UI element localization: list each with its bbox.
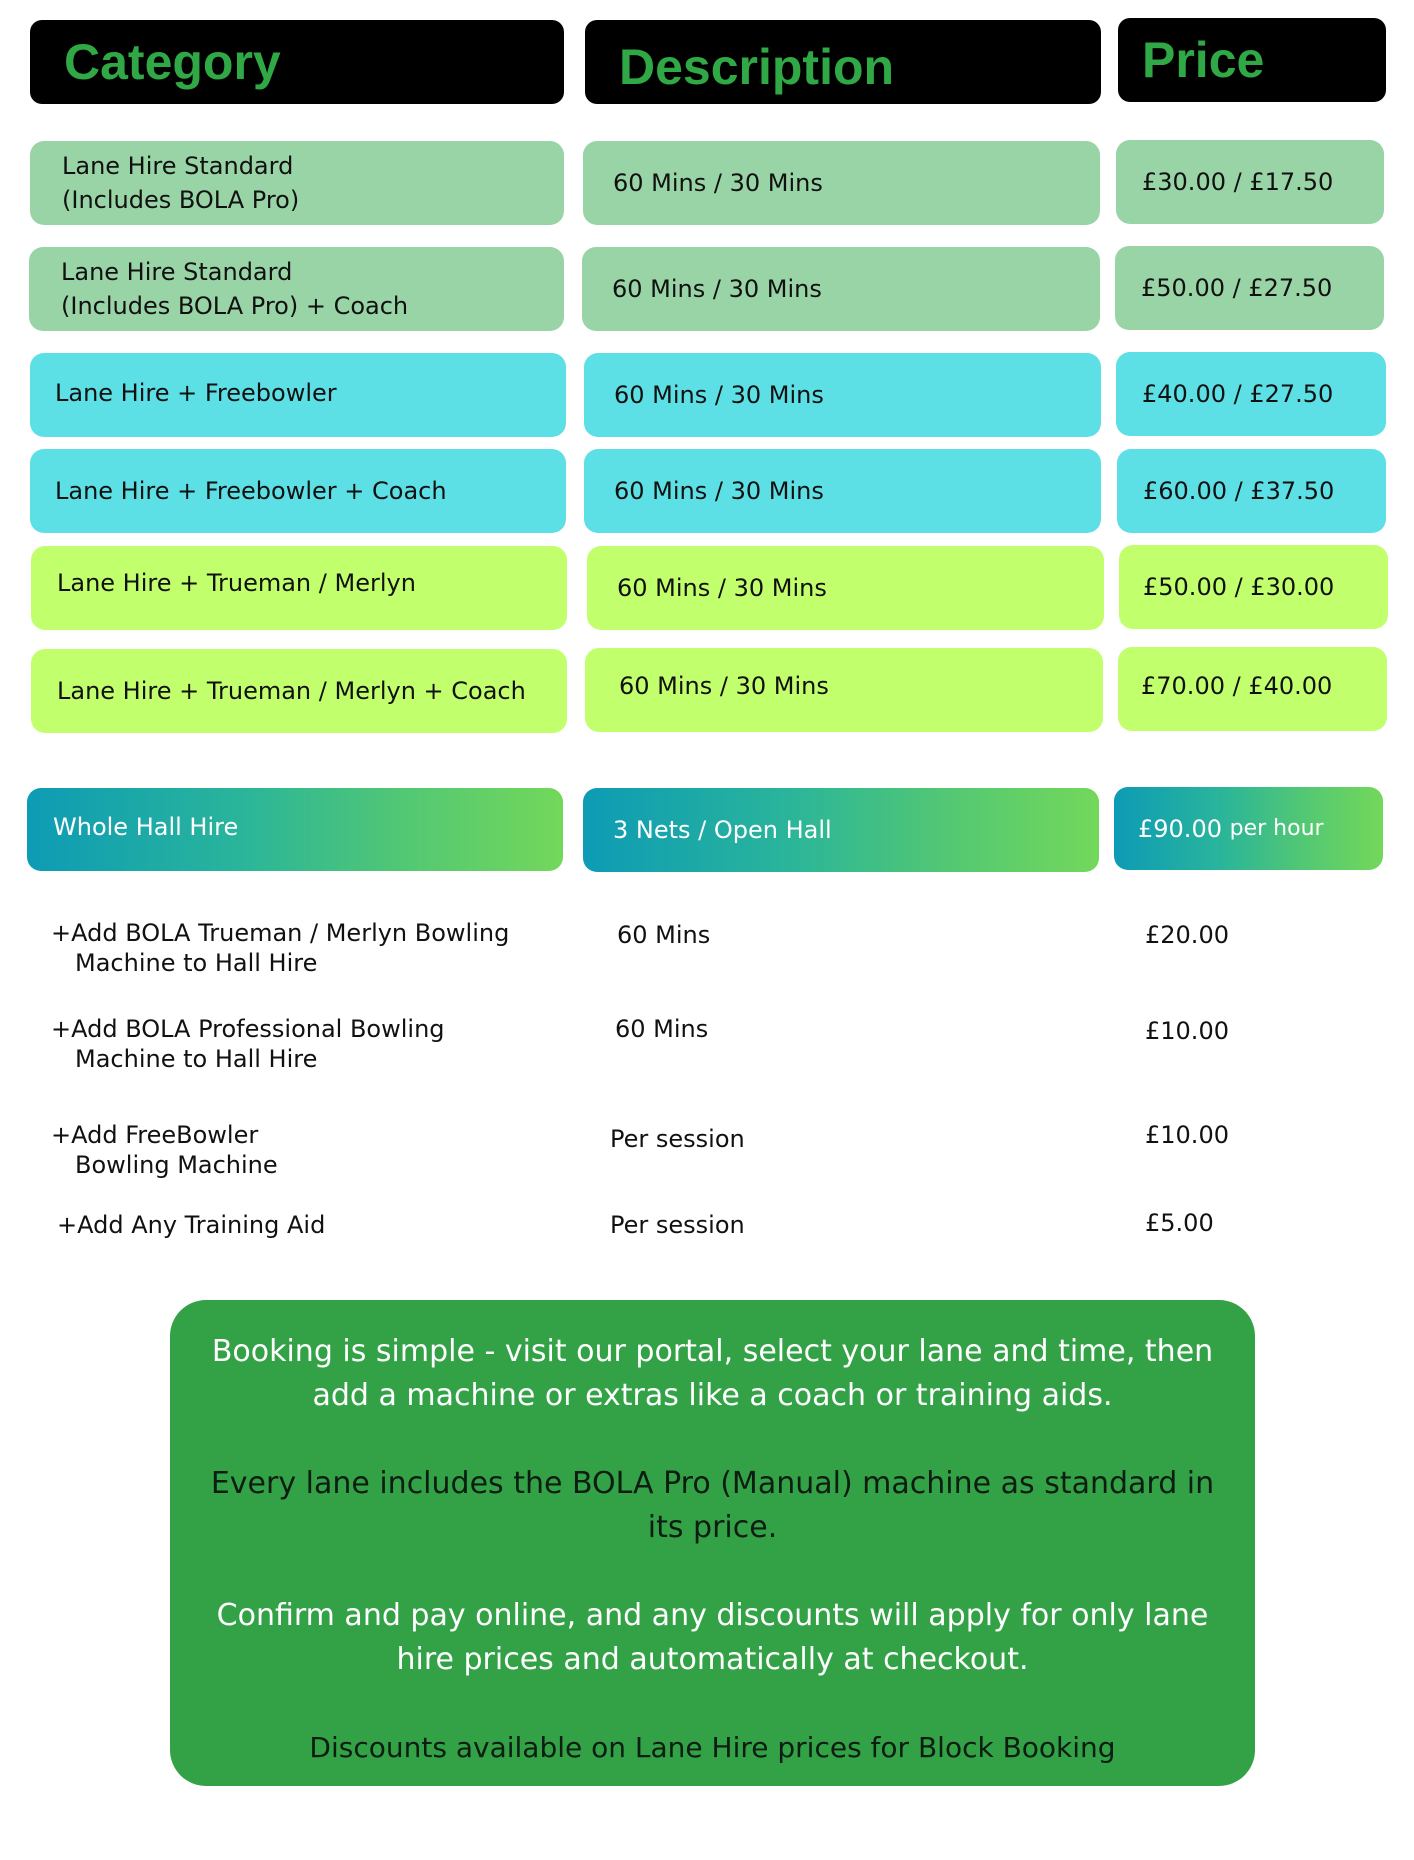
lane-row-6-price-text: £70.00 / £40.00 xyxy=(1141,672,1333,700)
lane-row-5-price xyxy=(1119,545,1388,629)
header-description-label: Description xyxy=(619,39,895,95)
header-price-label: Price xyxy=(1142,32,1265,88)
addon-4-line1: +Add Any Training Aid xyxy=(57,1211,326,1239)
lane-row-4-price-text: £60.00 / £37.50 xyxy=(1143,477,1335,505)
hall-price-amount: £90.00 xyxy=(1138,814,1222,843)
lane-row-2-category-line2: (Includes BOLA Pro) + Coach xyxy=(61,292,409,320)
booking-info-p4: Discounts available on Lane Hire prices for Block Booking xyxy=(309,1731,1116,1764)
lane-row-5-description xyxy=(587,546,1104,630)
hall-category-text: Whole Hall Hire xyxy=(53,812,239,841)
header-category xyxy=(30,20,564,104)
lane-row-3-description-text: 60 Mins / 30 Mins xyxy=(614,381,824,409)
lane-row-2-description-text: 60 Mins / 30 Mins xyxy=(612,275,822,303)
addon-1-line2: Machine to Hall Hire xyxy=(75,949,318,977)
lane-row-6-description xyxy=(585,648,1103,732)
hall-description xyxy=(583,788,1099,872)
booking-info-p1: Booking is simple - visit our portal, select your lane and time, then add a machine or extras like a coach or training aids. xyxy=(211,1334,1214,1413)
lane-row-6-description-text: 60 Mins / 30 Mins xyxy=(619,672,829,700)
booking-info-p3: Confirm and pay online, and any discounts will apply for only lane hire prices and automatically at checkout. xyxy=(216,1598,1209,1677)
lane-row-1-category xyxy=(30,141,564,225)
lane-row-2-category-line1: Lane Hire Standard xyxy=(61,258,293,286)
lane-row-5-category xyxy=(31,546,567,630)
addon-4-description: Per session xyxy=(610,1211,745,1239)
lane-row-2-category xyxy=(29,247,564,331)
header-category-label: Category xyxy=(64,34,281,90)
addon-3-line2: Bowling Machine xyxy=(75,1151,278,1179)
lane-row-5-price-text: £50.00 / £30.00 xyxy=(1143,573,1335,601)
addon-3-description: Per session xyxy=(610,1125,745,1153)
lane-row-3-category-text: Lane Hire + Freebowler xyxy=(55,379,337,407)
lane-row-4-description xyxy=(584,449,1101,533)
lane-row-2-description xyxy=(582,247,1100,331)
addon-4-price: £5.00 xyxy=(1145,1209,1214,1237)
lane-row-1-price-text: £30.00 / £17.50 xyxy=(1142,168,1334,196)
addon-3-category xyxy=(51,1120,278,1180)
addon-2-category xyxy=(51,1014,445,1074)
lane-row-1-category-line2: (Includes BOLA Pro) xyxy=(62,186,300,214)
hall-price-unit: per hour xyxy=(1229,815,1324,841)
lane-row-4-category-text: Lane Hire + Freebowler + Coach xyxy=(55,477,447,505)
addon-2-line1: +Add BOLA Professional Bowling xyxy=(51,1015,445,1043)
lane-row-4-category xyxy=(30,449,566,533)
lane-row-3-category xyxy=(30,353,566,437)
hall-category xyxy=(27,788,563,871)
lane-row-2-price-text: £50.00 / £27.50 xyxy=(1141,274,1333,302)
addon-2-description: 60 Mins xyxy=(615,1015,709,1043)
lane-row-6-category xyxy=(31,649,567,733)
addon-3-line1: +Add FreeBowler xyxy=(51,1121,259,1149)
lane-row-4-price xyxy=(1117,449,1386,533)
lane-row-6-category-text: Lane Hire + Trueman / Merlyn + Coach xyxy=(57,677,526,705)
lane-row-6-price xyxy=(1118,647,1387,731)
addon-1-description: 60 Mins xyxy=(617,921,711,949)
addon-3-price: £10.00 xyxy=(1145,1121,1229,1149)
lane-row-1-description-text: 60 Mins / 30 Mins xyxy=(613,169,823,197)
hall-price xyxy=(1114,787,1383,870)
addon-2-line2: Machine to Hall Hire xyxy=(75,1045,318,1073)
lane-row-3-description xyxy=(584,353,1101,437)
hall-description-text: 3 Nets / Open Hall xyxy=(613,816,832,844)
lane-row-4-description-text: 60 Mins / 30 Mins xyxy=(614,477,824,505)
lane-row-5-description-text: 60 Mins / 30 Mins xyxy=(617,574,827,602)
booking-info-p2: Every lane includes the BOLA Pro (Manual) machine as standard in its price. xyxy=(210,1466,1215,1545)
addon-1-line1: +Add BOLA Trueman / Merlyn Bowling xyxy=(51,919,510,947)
lane-row-2-price xyxy=(1115,246,1384,330)
lane-row-1-category-line1: Lane Hire Standard xyxy=(62,152,294,180)
lane-row-1-price xyxy=(1116,140,1384,224)
lane-row-3-price xyxy=(1116,352,1386,436)
lane-row-3-price-text: £40.00 / £27.50 xyxy=(1142,380,1334,408)
booking-info-box xyxy=(170,1300,1255,1786)
header-description xyxy=(585,20,1101,104)
lane-row-1-description xyxy=(583,141,1100,225)
addon-4-category xyxy=(57,1210,325,1240)
addon-1-category xyxy=(51,918,509,978)
addon-2-price: £10.00 xyxy=(1145,1017,1229,1045)
lane-row-5-category-text: Lane Hire + Trueman / Merlyn xyxy=(57,569,416,597)
addon-1-price: £20.00 xyxy=(1145,921,1229,949)
header-price xyxy=(1118,18,1386,102)
